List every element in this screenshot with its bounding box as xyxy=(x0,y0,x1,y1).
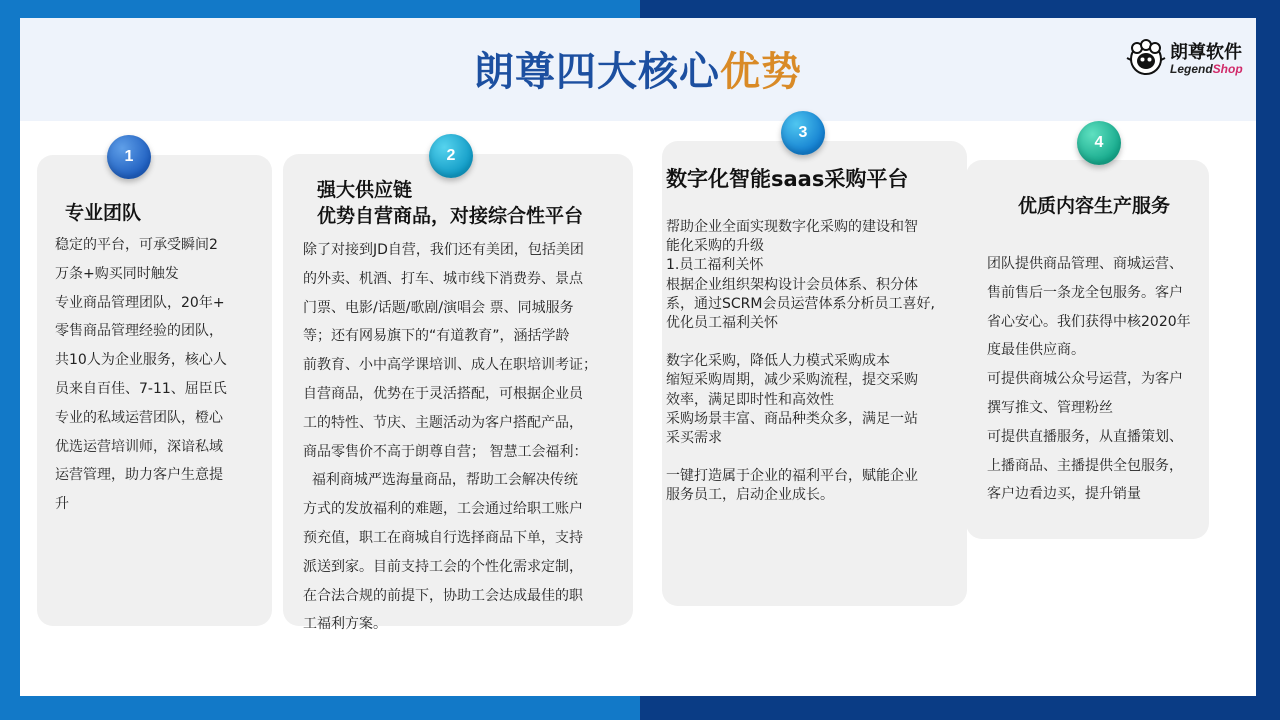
badge-number-2: 2 xyxy=(429,134,473,178)
card-4-heading: 优质内容生产服务 xyxy=(1018,195,1171,217)
body-line: 优选运营培训师，深谙私域 xyxy=(55,438,223,455)
body-line: 升 xyxy=(55,496,69,513)
body-line: 数字化采购，降低人力模式采购成本 xyxy=(666,353,890,370)
badge-number-3: 3 xyxy=(781,111,825,155)
body-line: 在合法合规的前提下，协助工会达成最佳的职 xyxy=(303,587,583,604)
body-line: 零售商品管理经验的团队， xyxy=(55,323,223,340)
body-line: 预充值，职工在商城自行选择商品下单，支持 xyxy=(303,529,583,546)
body-line: 采买需求 xyxy=(666,430,722,447)
body-line: 可提供直播服务，从直播策划、 xyxy=(987,428,1183,445)
body-line: 可提供商城公众号运营，为客户 xyxy=(987,371,1183,388)
body-line: 能化采购的升级 xyxy=(666,238,764,255)
body-line: 工福利方案。 xyxy=(303,616,387,633)
body-line: 专业的私域运营团队，橙心 xyxy=(55,409,223,426)
body-line: 万条+购买同时触发 xyxy=(55,265,179,282)
body-line: 自营商品，优势在于灵活搭配，可根据企业员 xyxy=(303,385,583,402)
card-2-body xyxy=(303,236,633,639)
body-line: 客户边看边买，提升销量 xyxy=(987,486,1141,503)
card-3-heading: 数字化智能saas采购平台 xyxy=(666,167,909,191)
body-line: 系，通过SCRM会员运营体系分析员工喜好, xyxy=(666,295,935,312)
body-line: 的外卖、机酒、打车、城市线下消费券、景点 xyxy=(303,270,583,287)
body-line: 商品零售价不高于朗尊自营； 智慧工会福利： xyxy=(303,443,588,460)
body-line: 帮助企业全面实现数字化采购的建设和智 xyxy=(666,219,918,235)
body-line: 服务员工，启动企业成长。 xyxy=(666,487,834,504)
paragraph-gap xyxy=(666,333,961,352)
body-line: 度最佳供应商。 xyxy=(987,342,1085,359)
body-line: 员来自百佳、7-11、屈臣氏 xyxy=(55,380,227,397)
card-1-body xyxy=(55,231,260,519)
body-line: 上播商品、主播提供全包服务， xyxy=(987,457,1183,474)
body-line: 采购场景丰富、商品种类众多，满足一站 xyxy=(666,410,918,427)
body-line: 缩短采购周期，减少采购流程，提交采购 xyxy=(666,372,918,389)
body-line: 前教育、小中高学课培训、成人在职培训考证； xyxy=(303,357,597,374)
body-line: 一键打造属于企业的福利平台，赋能企业 xyxy=(666,468,918,485)
body-line: 售前售后一条龙全包服务。客户 xyxy=(987,284,1183,301)
paragraph-gap xyxy=(666,448,961,467)
body-line: 运营管理，助力客户生意提 xyxy=(55,467,223,484)
body-line: 优化员工福利关怀 xyxy=(666,315,778,332)
body-line: 等；还有网易旗下的“有道教育”，涵括学龄 xyxy=(303,328,570,345)
body-line: 效率，满足即时性和高效性 xyxy=(666,391,834,408)
body-line: 省心安心。我们获得中核2020年 xyxy=(987,313,1191,330)
body-line: 专业商品管理团队，20年+ xyxy=(55,294,225,311)
card-2-heading-line1: 强大供应链 xyxy=(317,179,413,201)
badge-number-1: 1 xyxy=(107,135,151,179)
body-line: 派送到家。目前支持工会的个性化需求定制， xyxy=(303,558,583,575)
card-2-heading-line2: 优势自营商品，对接综合性平台 xyxy=(317,205,584,227)
badge-number-4: 4 xyxy=(1077,121,1121,165)
body-line: 门票、电影/话题/歌剧/演唱会 票、同城服务 xyxy=(303,299,574,316)
card-3-body xyxy=(666,218,961,506)
logo-text-en-main: Legend xyxy=(1170,62,1213,76)
body-line: 团队提供商品管理、商城运营、 xyxy=(987,256,1183,272)
body-line: 福利商城严选海量商品，帮助工会解决传统 xyxy=(303,472,578,489)
card-1-heading: 专业团队 xyxy=(65,202,142,224)
body-line: 1.员工福利关怀 xyxy=(666,257,764,274)
body-line: 撰写推文、管理粉丝 xyxy=(987,399,1113,416)
body-line: 除了对接到JD自营，我们还有美团，包括美团 xyxy=(303,242,584,258)
logo-text-en xyxy=(1170,62,1243,76)
title-orange-part: 优势 xyxy=(720,49,802,95)
logo-text-cn: 朗尊软件 xyxy=(1170,42,1242,63)
body-line: 根据企业组织架构设计会员体系、积分体 xyxy=(666,276,918,293)
card-4-body xyxy=(987,250,1217,509)
brand-logo xyxy=(1126,36,1252,80)
page-title xyxy=(20,40,1256,97)
body-line: 稳定的平台，可承受瞬间2 xyxy=(55,237,218,253)
sheep-mascot-icon xyxy=(1126,38,1166,78)
body-line: 工的特性、节庆、主题活动为客户搭配产品， xyxy=(303,414,583,431)
body-line: 方式的发放福利的难题，工会通过给职工账户 xyxy=(303,501,583,518)
logo-text-en-accent: Shop xyxy=(1212,62,1243,76)
title-blue-part: 朗尊四大核心 xyxy=(474,49,720,95)
body-line: 共10人为企业服务，核心人 xyxy=(55,352,227,369)
